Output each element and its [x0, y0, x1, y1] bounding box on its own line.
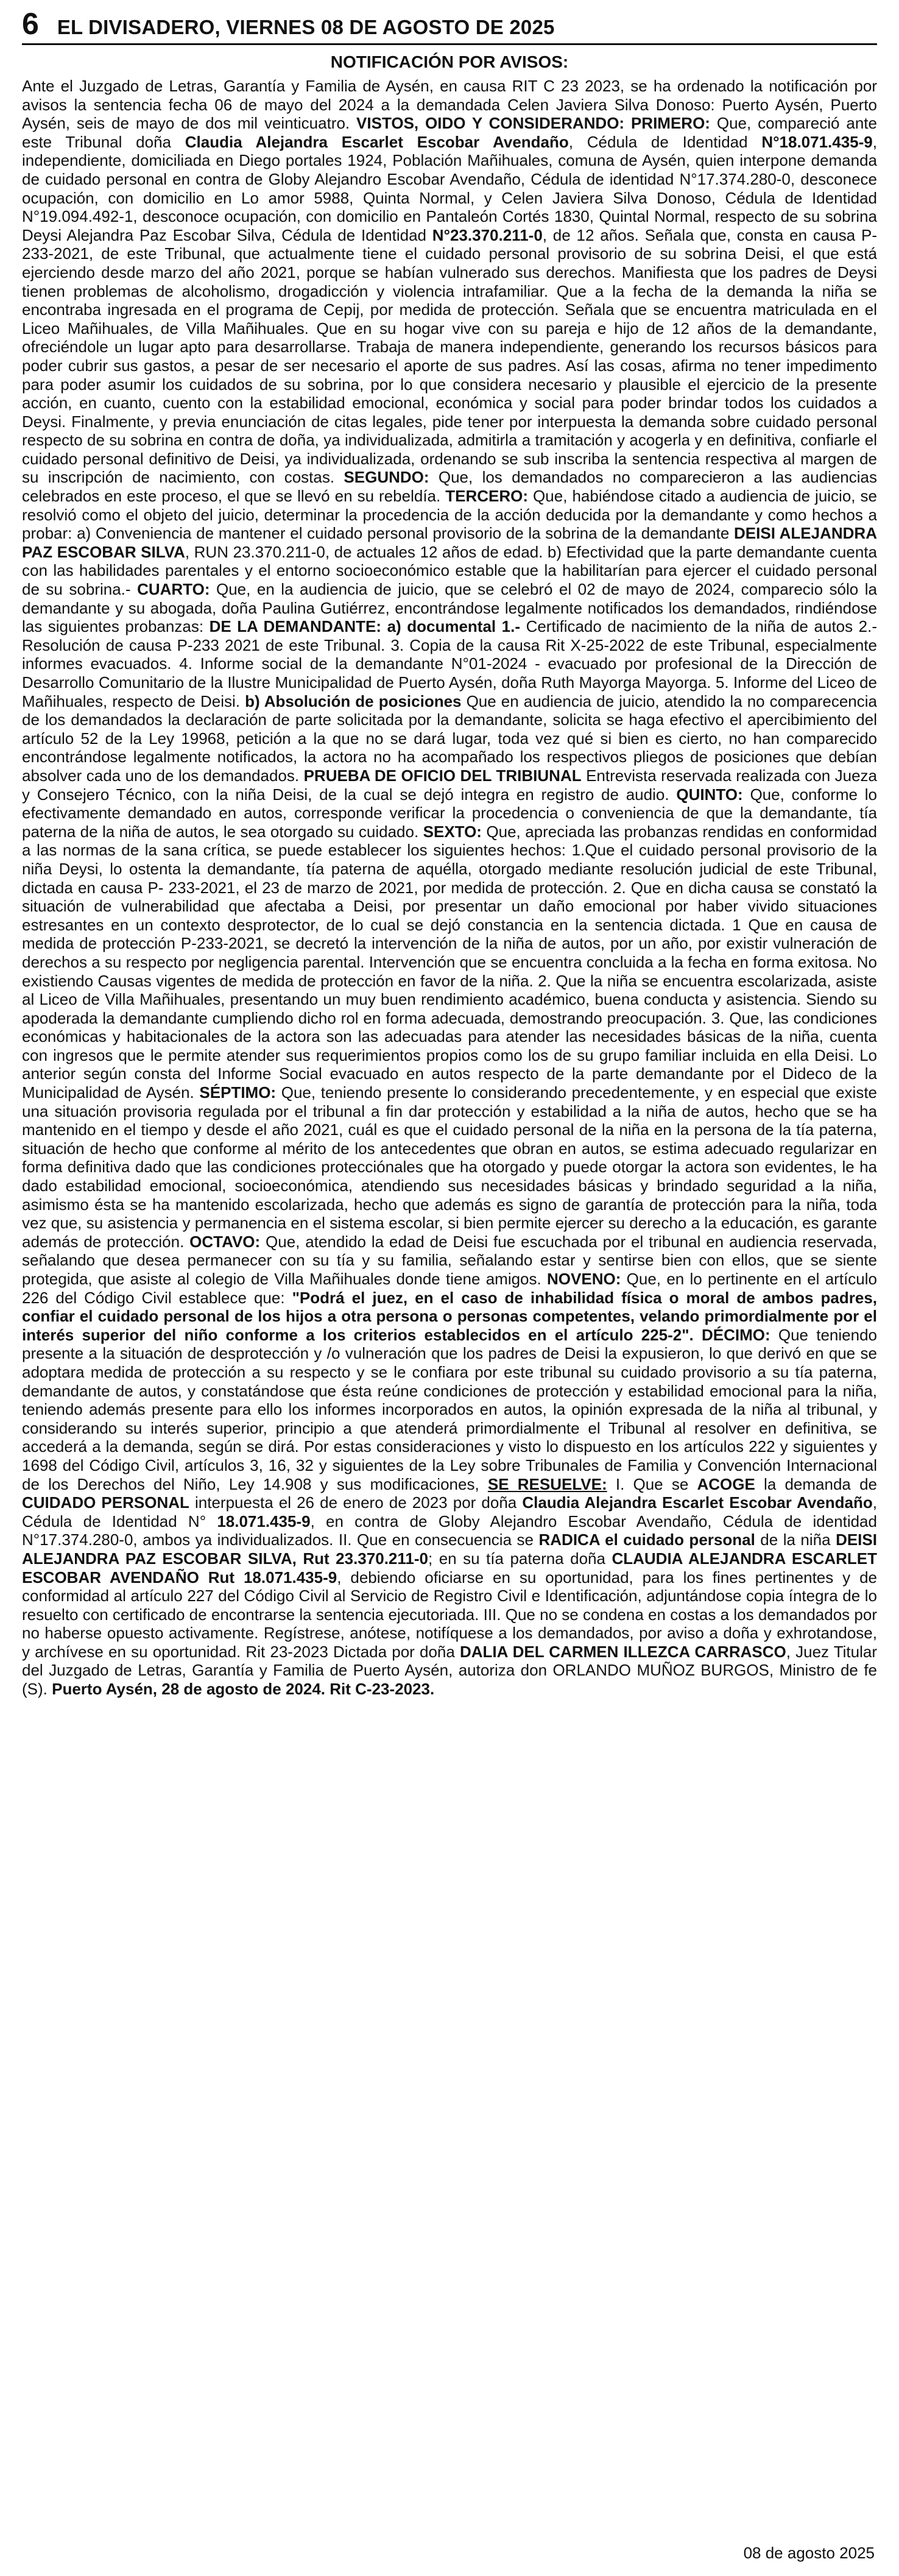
notice-text: Que, en lo pertinente en el artículo 226 del Código Civil establece que:	[22, 1270, 877, 1307]
notice-bold-text: SEXTO:	[423, 822, 482, 841]
notice-text: Que, los demandados no comparecieron a las audiencias celebrados en este proceso, el que se llevó en su rebeldía.	[22, 468, 877, 506]
page-header	[22, 0, 877, 45]
notice-text: Que, apreciada las probanzas rendidas en conformidad a las normas de la sana crítica, se puede establecer los siguientes hechos: 1.Que el cuidado personal provisorio de la niña Deysi, lo ostenta la demandante, tía paterna de aquélla, otorgado mediante resolución judicial de este Tribunal, dictada en causa P- 233-2021, el 23 de marzo de 2021, por medida de protección. 2. Que en dicha causa se constató la situación de vulnerabilidad que afectaba a Deisi, por presentar un daño emocional por haber vivido situaciones estresantes en un contexto desprotector, de lo cual se dejó constancia en la sentencia dictada. 1 Que en causa de medida de protección P-233-2021, se decretó la intervención de la niña de autos, por un año, por existir vulneración de derechos a su respecto por negligencia parental. Intervención que se encuentra concluida a la fecha en forma exitosa. No existiendo Causas vigentes de medida de protección en favor de la niña. 2. Que la niña se encuentra escolarizada, asiste al Liceo de Villa Mañihuales, presentando un muy buen rendimiento académico, buena conducta y asistencia. Siendo su apoderada la demandante cumpliendo dicho rol en forma adecuada, demostrando preocupación. 3. Que, las condiciones económicas y habitacionales de la actora son las adecuadas para atender las necesidades básicas de la niña, cuenta con ingresos que le permite atender sus requerimientos propios como los de su grupo familiar incluida en ella Deisi. Lo anterior según consta del Informe Social evacuado en autos respecto de la parte demandante por el Dideco de la Municipalidad de Aysén.	[22, 822, 877, 1102]
notice-text: , de 12 años. Señala que, consta en causa P-233-2021, de este Tribunal, que actualmente tiene el cuidado personal provisorio de su sobrina Deisi, el que está ejerciendo desde marzo del año 2021, porque se habían vulnerado sus derechos. Manifiesta que los padres de Deysi tienen problemas de alcoholismo, drogadicción y violencia intrafamiliar. Que a la fecha de la demanda la niña se encontraba ingresada en el programa de Cepij, por medida de protección. Señala que se encuentra matriculada en el Liceo Mañihuales, de Villa Mañihuales. Que en su hogar vive con su pareja e hijo de 12 años de la demandante, ofreciéndole un lugar apto para desarrollarse. Trabaja de manera independiente, generando los recursos básicos para poder cubrir sus gastos, a pesar de ser necesario el aporte de sus padres. Así las cosas, afirma no tener impedimento para poder asumir los cuidados de su sobrina, por lo que considera necesario y plausible el ejercicio de la presente acción, en cuanto, cuento con la estabilidad emocional, económica y social para poder brindar todos los cuidados a Deysi. Finalmente, y previa enunciación de citas legales, pide tener por interpuesta la demanda sobre cuidado personal respecto de su sobrina en contra de doña, ya individualizada, admitirla a tramitación y acogerla y en definitiva, confiarle el cuidado personal definitivo de Deisi, ya individualizada, ordenando se sub inscriba la sentencia respectiva al margen de su inscripción de nacimiento, con costas.	[22, 225, 877, 487]
notice-bold-text: DEISI ALEJANDRA PAZ ESCOBAR SILVA	[22, 524, 877, 561]
notice-title: NOTIFICACIÓN POR AVISOS:	[330, 52, 569, 71]
notice-bold-text: PRUEBA DE OFICIO DEL TRIBIUNAL	[303, 766, 582, 785]
notice-text: Que, habiéndose citado a audiencia de juicio, se resolvió como el objeto del juicio, determinar la procedencia de la acción deducida por la demandante y como hechos a probar: a) Conveniencia de mantener el cuidado personal provisorio de la sobrina de la demandante	[22, 487, 877, 543]
notice-bold-text: NOVENO:	[547, 1270, 621, 1288]
notice-text: Que, teniendo presente lo considerando precedentemente, y en especial que existe una situación provisoria regulada por el tribunal a fin dar protección y estabilidad a la niña de autos, hecho que se ha mantenido en el tiempo y desde el año 2021, cuál es que el cuidado personal de la niña en la persona de la tía paterna, situación de hecho que conforme al mérito de los antecedentes que obran en autos, se estima adecuado regularizar en forma definitiva dado que las condiciones protecciónales que ha otorgado y puede otorgar la actora son evidentes, le ha dado estabilidad emocional, socioeconómica, atendiendo sus necesidades básicas y brindado seguridad a la niña, asimismo ésta se ha mantenido escolarizada, hecho que además es signo de garantía de protección para la niña, toda vez que, su asistencia y permanencia en el sistema escolar, si bien permite ejercer su derecho a la educación, es garante además de protección.	[22, 1083, 878, 1251]
notice-text: de la niña	[755, 1530, 836, 1549]
notice-bold-text: DALIA DEL CARMEN ILLEZCA CARRASCO	[459, 1642, 786, 1661]
notice-bold-text: TERCERO:	[445, 487, 529, 506]
notice-text: Que teniendo presente a la situación de desprotección y /o vulneración que los padres de Deisi la expusieron, lo que derivó en que se adoptara medida de protección a su respecto y se le confiara por este tribunal su cuidado provisorio a su tía paterna, demandante de autos, y constatándose que ésta reúne condiciones de protección y estabilidad emocional para la niña, teniendo además presente para ello los informes incorporados en autos, la opinión expresada de la niña al tribunal, y considerando su interés superior, principio a que atenderá primordialmente el Tribunal al resolver en definitiva, se accederá a la demanda, según se dirá. Por estas consideraciones y visto lo dispuesto en los artículos 222 y siguientes y 1698 del Código Civil, artículos 3, 16, 32 y siguientes de la Ley sobre Tribunales de Familia y Convención Internacional de los Derechos del Niño, Ley 14.908 y sus modificaciones,	[22, 1325, 877, 1493]
notice-bold-text: RADICA el cuidado personal	[538, 1530, 755, 1549]
notice-bold-text: "Podrá el juez, en el caso de inhabilidad física o moral de ambos padres, confiar el cuidado personal de los hijos a otra persona o personas competentes, velando primordialmente por el interés superior del niño conforme a los criterios establecidos en el artículo 225-2".	[22, 1288, 877, 1344]
notice-bold-text: QUINTO:	[676, 785, 743, 804]
notice-text: Ante el Juzgado de Letras, Garantía y Familia de Aysén, en causa RIT C 23 2023, se ha ordenado la notificación por avisos la sentencia fecha 06 de mayo del 2024 a la demandada Celen Javiera Silva Donoso: Puerto Aysén, Puerto Aysén, seis de mayo de dos mil veinticuatro.	[22, 77, 877, 133]
notice-underlined-text: SE RESUELVE:	[487, 1474, 607, 1493]
notice-text: , debiendo oficiarse en su oportunidad, para los fines pertinentes y de conformidad al artículo 227 del Código Civil al Servicio de Registro Civil e Identificación, adjuntándose copia íntegra de lo resuelto con certificado de encontrarse la sentencia ejecutoriada. III. Que no se condena en costas a los demandados por no haberse opuesto activamente. Regístrese, anótese, notifíquese a los demandados, por aviso a doña y exhrotandose, y archívese en su oportunidad. Rit 23-2023 Dictada por doña	[22, 1568, 877, 1661]
notice-text: , RUN 23.370.211-0, de actuales 12 años de edad. b) Efectividad que la parte demandante cuenta con las habilidades parentales y el entorno socioeconómico estable que la habilitarían para ejercer el cuidado personal de su sobrina.-	[22, 542, 877, 599]
notice-text: la demanda de	[755, 1474, 878, 1493]
notice-bold-text: DÉCIMO:	[702, 1325, 770, 1344]
notice-text: , Cédula de Identidad	[568, 132, 762, 151]
notice-text: Que, compareció ante este Tribunal doña	[22, 114, 877, 151]
notice-text: ; en su tía paterna doña	[428, 1549, 612, 1568]
notice-bold-text: Claudia Alejandra Escarlet Escobar Avendaño	[522, 1493, 873, 1512]
notice-text	[694, 1326, 702, 1344]
notice-text: , independiente, domiciliada en Diego portales 1924, Población Mañihuales, comuna de Aysén, quien interpone demanda de cuidado personal en contra de Globy Alejandro Escobar Avendaño, Cédula de identidad N°17.374.280-0, desconece ocupación, con domicilio en Lo amor 5988, Quinta Normal, y Celen Javiera Silva Donoso, Cédula de Identidad N°19.094.492-1, desconoce ocupación, con domicilio en Pantaleón Cortés 1830, Quintal Normal, respecto de su sobrina Deysi Alejandra Paz Escobar Silva, Cédula de Identidad	[22, 132, 877, 244]
notice-bold-text: N°23.370.211-0	[432, 225, 543, 244]
notice-footer-date: 08 de agosto 2025	[743, 2544, 875, 2562]
notice-text: Que en audiencia de juicio, atendido la no comparecencia de los demandados la declaración de parte solicitada por la demandante, solicita se haga efectivo el apercibimiento del artículo 52 de la Ley 19968, petición a la que no se dará lugar, toda vez qué si bien es cierto, no han comparecido encontrándose legalmente notificados, la actora no ha acompañado los respectivos pliegos de posiciones que debían absolver cada uno de los demandados.	[22, 692, 877, 785]
notice-bold-text: b) Absolución de posiciones	[245, 692, 462, 710]
notice-bold-text: ACOGE	[697, 1474, 755, 1493]
notice-bold-text: CUIDADO PERSONAL	[22, 1493, 189, 1512]
notice-bold-text: SÉPTIMO:	[199, 1083, 277, 1102]
notice-bold-text: 18.071.435-9	[217, 1512, 311, 1530]
notice-bold-text: Claudia Alejandra Escarlet Escobar Avendaño	[185, 132, 569, 151]
notice-text: Certificado de nacimiento de la niña de autos 2.- Resolución de causa P-233 2021 de este Tribunal. 3. Copia de la causa Rit X-25-2022 de este Tribunal, especialmente informes evacuados. 4. Informe social de la demandante N°01-2024 - evacuado por profesional de la Dirección de Desarrollo Comunitario de la Ilustre Municipalidad de Puerto Aysén, doña Ruth Mayorga Mayorga. 5. Informe del Liceo de Mañihuales, respecto de Deisi.	[22, 617, 878, 710]
notice-bold-text: OCTAVO:	[189, 1232, 261, 1251]
notice-bold-text: Puerto Aysén, 28 de agosto de 2024. Rit C-23-2023.	[52, 1680, 435, 1699]
notice-bold-text: N°18.071.435-9	[761, 132, 873, 151]
notice-text: Entrevista reservada realizada con Jueza y Consejero Técnico, con la niña Deisi, de la cual se dejó integra en registro de audio.	[22, 766, 878, 804]
page-number: 6	[22, 7, 39, 41]
notice-text: Que, conforme lo efectivamente demandado en autos, corresponde verificar la procedencia o conveniencia de que la demandante, tía paterna de la niña de autos, le sea otorgado su cuidado.	[22, 785, 878, 841]
notice-bold-text: VISTOS, OIDO Y CONSIDERANDO: PRIMERO:	[356, 114, 710, 133]
newspaper-name-date: EL DIVISADERO, VIERNES 08 DE AGOSTO DE 2025	[57, 16, 555, 38]
notice-text: , Juez Titular del Juzgado de Letras, Garantía y Familia de Puerto Aysén, autoriza don ORLANDO MUÑOZ BURGOS, Ministro de fe (S).	[22, 1642, 877, 1699]
notice-text: Que, atendido la edad de Deisi fue escuchada por el tribunal en audiencia reservada, señalando que desea permanecer con su tía y su familia, señalando estar y sentirse bien con ellos, que se siente protegida, que asiste al colegio de Villa Mañihuales donde tiene amigos.	[22, 1232, 877, 1288]
notice-bold-text: DE LA DEMANDANTE: a) documental 1.-	[209, 617, 521, 636]
notice-bold-text: CUARTO:	[137, 580, 210, 599]
notice-text: , en contra de Globy Alejandro Escobar Avendaño, Cédula de identidad N°17.374.280-0, ambos ya individualizados. II. Que en consecuencia se	[22, 1512, 877, 1549]
notice-text: Que, en la audiencia de juicio, que se celebró el 02 de mayo de 2024, comparecio sólo la demandante y su abogada, doña Paulina Gutiérrez, encontrándose legalmente notificados los demandados, rindiéndose las siguientes probanzas:	[22, 580, 877, 636]
notice-text: interpuesta el 26 de enero de 2023 por doña	[189, 1493, 523, 1512]
notice-body	[22, 77, 877, 1699]
notice-text: I. Que se	[607, 1474, 697, 1493]
notice-text: , Cédula de Identidad N°	[22, 1493, 877, 1530]
notice-bold-text: DEISI ALEJANDRA PAZ ESCOBAR SILVA, Rut 23.370.211-0	[22, 1530, 877, 1568]
notice-bold-text: SEGUNDO:	[344, 468, 429, 487]
notice-bold-text: CLAUDIA ALEJANDRA ESCARLET ESCOBAR AVENDAÑO Rut 18.071.435-9	[22, 1549, 878, 1587]
